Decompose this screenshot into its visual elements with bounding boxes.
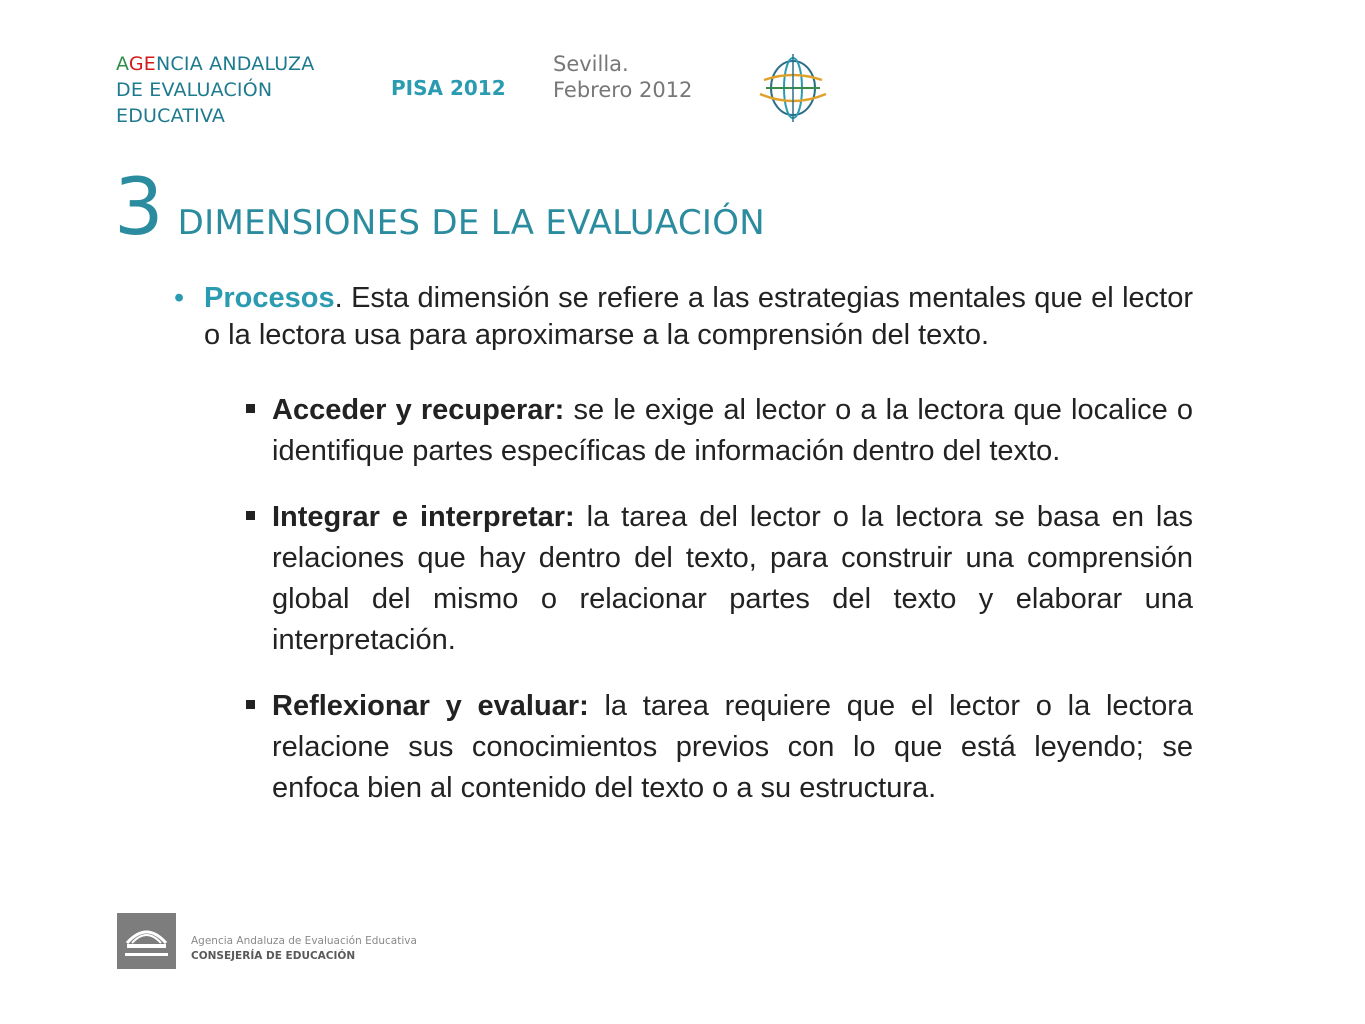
bullet-text: . Esta dimensión se refiere a las estrategias mentales que el lector o la lectora usa para aproximarse a la comprensión del texto.: [204, 282, 1193, 351]
sub-bullet-text: se le exige al lector o a la lectora que localice o identifique partes específicas de información dentro del texto.: [272, 394, 1194, 467]
sub-bullet-term: Acceder y recuperar:: [272, 394, 565, 426]
sub-bullet-text: la tarea requiere que el lector o la lectora relacione sus conocimientos previos con lo que está leyendo; se enfoca bien al contenido del texto o a su estructura.: [272, 690, 1193, 804]
sub-bullet-item: [272, 390, 1193, 472]
program-label: PISA 2012: [391, 76, 506, 100]
section-number: 3: [114, 163, 164, 253]
bullet-dot-icon: •: [174, 282, 185, 314]
footer-agency: Agencia Andaluza de Evaluación Educativa: [191, 935, 417, 947]
sub-bullet-text: la tarea del lector o la lectora se basa en las relaciones que hay dentro del texto, para construir una comprensión global del mismo o relacionar partes del texto y elaborar una interpretación.: [272, 501, 1193, 656]
main-bullet-item: [174, 280, 1193, 354]
agency-name-line-1: AGENCIA ANDALUZA: [116, 53, 315, 75]
square-bullet-icon: [246, 511, 255, 520]
sub-bullet-item: [272, 497, 1193, 661]
sub-bullet-item: [272, 686, 1193, 809]
section-heading: [114, 163, 766, 253]
globe-logo-icon: [754, 50, 832, 126]
section-title: DIMENSIONES DE LA EVALUACIÓN: [177, 203, 766, 243]
agency-name: [116, 51, 314, 129]
sub-bullet-term: Reflexionar y evaluar:: [272, 690, 589, 722]
footer-branding: [191, 935, 417, 962]
footer-department: CONSEJERÍA DE EDUCACIÓN: [191, 950, 356, 962]
city-label: Sevilla.: [553, 52, 629, 76]
agency-name-line-3: EDUCATIVA: [116, 105, 226, 127]
slide-content: [174, 280, 1193, 809]
place-date: [553, 51, 692, 103]
sub-bullet-term: Integrar e interpretar:: [272, 501, 575, 533]
junta-logo-icon: [117, 913, 176, 969]
agency-name-line-2: DE EVALUACIÓN: [116, 79, 273, 101]
bullet-lead: Procesos: [204, 282, 335, 314]
date-label: Febrero 2012: [553, 78, 693, 102]
square-bullet-icon: [246, 700, 255, 709]
square-bullet-icon: [246, 404, 255, 413]
